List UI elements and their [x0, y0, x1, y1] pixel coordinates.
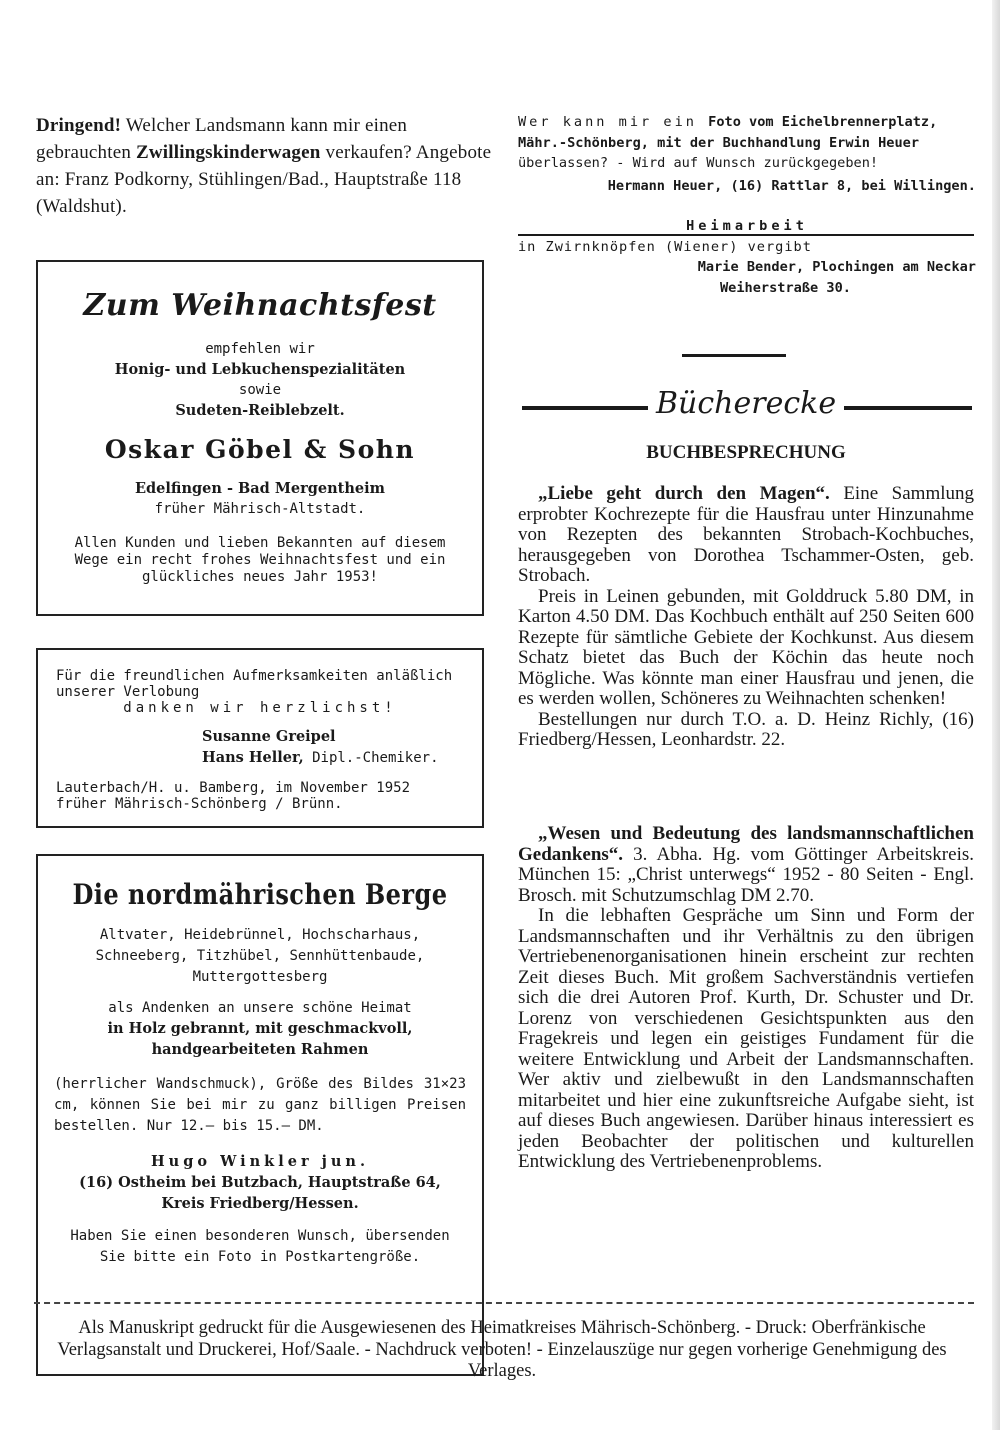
- ad1-location-1: Edelfingen - Bad Mergentheim: [134, 480, 385, 497]
- ad3-wish: Haben Sie einen besonderen Wunsch, übersenden Sie bitte ein Foto in Postkartengröße.: [70, 1228, 450, 1265]
- foto-signature: Hermann Heuer, (16) Rattlar 8, bei Willingen.: [607, 177, 976, 194]
- buecherecke-header: [518, 386, 974, 426]
- classified-foto: [518, 112, 976, 174]
- buecherecke-rule-right: [844, 406, 972, 410]
- book1-para-1: Eine Sammlung erprobter Kochrezepte für die Hausfrau unter Hinzunahme von Rezepten des bekannten Strobach-Kochbuches, herausgegeben von Dorothea Tschammer-Osten, geb. Strobach.: [518, 483, 975, 586]
- ad1-line-4: Sudeten-Reiblebzelt.: [175, 402, 345, 419]
- ad2-line-2: danken wir herzlichst!: [123, 700, 397, 716]
- ad2-line-1: Für die freundlichen Aufmerksamkeiten anläßlich unserer Verlobung: [56, 668, 453, 700]
- book1-para-3: Bestellungen nur durch T.O. a. D. Heinz Richly, (16) Friedberg/Hessen, Leonhardstr. 22.: [518, 708, 974, 750]
- ad2-place-2: früher Mährisch-Schönberg / Brünn.: [56, 796, 343, 812]
- divider-short: [682, 354, 786, 357]
- book1-title: „Liebe geht durch den Magen“.: [538, 483, 830, 504]
- ad3-places: Altvater, Heidebrünnel, Hochscharhaus, Schneeberg, Titzhübel, Sennhüttenbaude, Muttergottesberg: [95, 927, 425, 985]
- ad1-line-1: empfehlen wir: [205, 341, 315, 357]
- book-review-2: [518, 824, 974, 1173]
- classified-dringend: [36, 112, 492, 220]
- right-column: [518, 112, 976, 1172]
- foto-text-2: überlassen? - Wird auf Wunsch zurückgegeben!: [518, 155, 879, 171]
- ad1-line-2: Honig- und Lebkuchenspezialitäten: [114, 361, 406, 378]
- heimarbeit-line-2: Marie Bender, Plochingen am Neckar: [697, 259, 976, 275]
- heimarbeit-line-3: Weiherstraße 30.: [720, 279, 851, 296]
- ad-nordmaehrische-berge: [36, 854, 484, 1376]
- dringend-lead: Dringend!: [36, 115, 122, 136]
- ad1-firm-name: Oskar Göbel & Sohn: [104, 435, 416, 464]
- footer-imprint: Als Manuskript gedruckt für die Ausgewiesenen des Heimatkreises Mährisch-Schönberg. - Druck: Oberfränkische Verlagsanstalt und Druckerei, Hof/Saale. - Nachdruck verboten! - Einzelauszüge nur gegen vorherige Genehmigung des Verlages.: [57, 1318, 947, 1381]
- ad3-andenken: als Andenken an unsere schöne Heimat: [108, 1000, 412, 1016]
- ad3-holz: in Holz gebrannt, mit geschmackvoll, handgearbeiteten Rahmen: [107, 1020, 413, 1058]
- ad3-seller-address: (16) Ostheim bei Butzbach, Hauptstraße 64, Kreis Friedberg/Hessen.: [79, 1174, 441, 1212]
- dringend-text-2: verkaufen? Angebote an: Franz Podkorny, Stühlingen/Bad., Hauptstraße 118 (Waldshut).: [36, 142, 492, 217]
- dringend-bold: Zwillingskinderwagen: [136, 142, 321, 163]
- foto-bold: Foto vom Eichelbrennerplatz, Mähr.-Schönberg, mit der Buchhandlung Erwin Heuer: [518, 114, 938, 151]
- footer-rule: [34, 1302, 974, 1304]
- ad2-name-1: Susanne Greipel: [202, 728, 336, 745]
- ad1-location-2: früher Mährisch-Altstadt.: [154, 501, 366, 517]
- book2-intro: [518, 824, 974, 906]
- divider-rule-1: [518, 234, 974, 236]
- book1-intro: [518, 484, 974, 587]
- ad3-seller-name: Hugo Winkler jun.: [150, 1153, 370, 1170]
- ad1-title: Zum Weihnachtsfest: [83, 288, 437, 323]
- ad2-place-1: Lauterbach/H. u. Bamberg, im November 1952: [56, 780, 411, 796]
- ad1-line-3: sowie: [238, 382, 282, 398]
- page-edge-shadow: [992, 0, 1000, 1430]
- ad2-name-2b: Dipl.-Chemiker.: [303, 750, 439, 766]
- foto-text-1: Wer kann mir ein: [518, 114, 709, 130]
- buecherecke-rule-left: [522, 406, 648, 410]
- ad-verlobung: [36, 648, 484, 828]
- heimarbeit-line-1: in Zwirnknöpfen (Wiener) vergibt: [518, 238, 812, 255]
- left-column: [36, 112, 492, 1265]
- ad3-title: Die nordmährischen Berge: [72, 878, 448, 911]
- buchbesprechung-heading: BUCHBESPRECHUNG: [646, 442, 846, 463]
- ad-weihnachtsfest: [36, 260, 484, 616]
- buecherecke-title: Bücherecke: [656, 386, 837, 421]
- heimarbeit-title: Heimarbeit: [686, 218, 808, 234]
- ad3-details: (herrlicher Wandschmuck), Größe des Bildes 31×23 cm, können Sie bei mir zu ganz billigen Preisen bestellen. Nur 12.— bis 15.— DM.: [54, 1076, 466, 1134]
- ad2-name-2a: Hans Heller,: [202, 749, 304, 766]
- book2-para-2: In die lebhaften Gespräche um Sinn und Form der Landsmannschaften und ihr Verhältnis zu den übrigen Vertriebenenorganisationen hinein erscheint zur rechten Zeit dieses Buch. Mit großem Sachverständnis vertiefen sich die drei Autoren Prof. Kurth, Dr. Schuster und Dr. Lorenz von verschiedenen Gesichtspunkten aus den Fragekreis und legen ein geistiges Fundament für die weitere Entwicklung und Arbeit der Landsmannschaften. Wer aktiv und zielbewußt in den Landsmannschaften mitarbeitet und hier eine zukunftsreiche Aufgabe sieht, ist auf dieses Buch angewiesen. Darüber hinaus interessiert es jeden Beobachter der politischen und kulturellen Entwicklung des Vertriebenenproblems.: [518, 905, 974, 1172]
- book-review-1: [518, 484, 974, 751]
- book2-title: „Wesen und Bedeutung des landsmannschaftlichen Gedankens“.: [518, 823, 974, 865]
- ad1-greeting: Allen Kunden und lieben Bekannten auf diesem Wege ein recht frohes Weihnachtsfest und ein glückliches neues Jahr 1953!: [74, 535, 446, 585]
- ad2-name-2: [202, 747, 482, 768]
- book1-para-2: Preis in Leinen gebunden, mit Golddruck 5.80 DM, in Karton 4.50 DM. Das Kochbuch enthält auf 250 Seiten 600 Rezepte für sämtliche Gebiete der Kochkunst. Aus diesem Schatz bietet das Buch der Köchin das heute noch Mögliche. Was könnte man einer Hausfrau und jenen, die es werden wollen, Schöneres zu Weihnachten schenken!: [518, 585, 974, 709]
- dringend-text-1: Welcher Landsmann kann mir einen gebrauchten: [36, 115, 408, 163]
- book2-para-1: 3. Abha. Hg. vom Göttinger Arbeitskreis. München 15: „Christ unterwegs“ 1952 - 80 Seiten - Engl. Brosch. mit Schutzumschlag DM 2.70.: [518, 843, 974, 906]
